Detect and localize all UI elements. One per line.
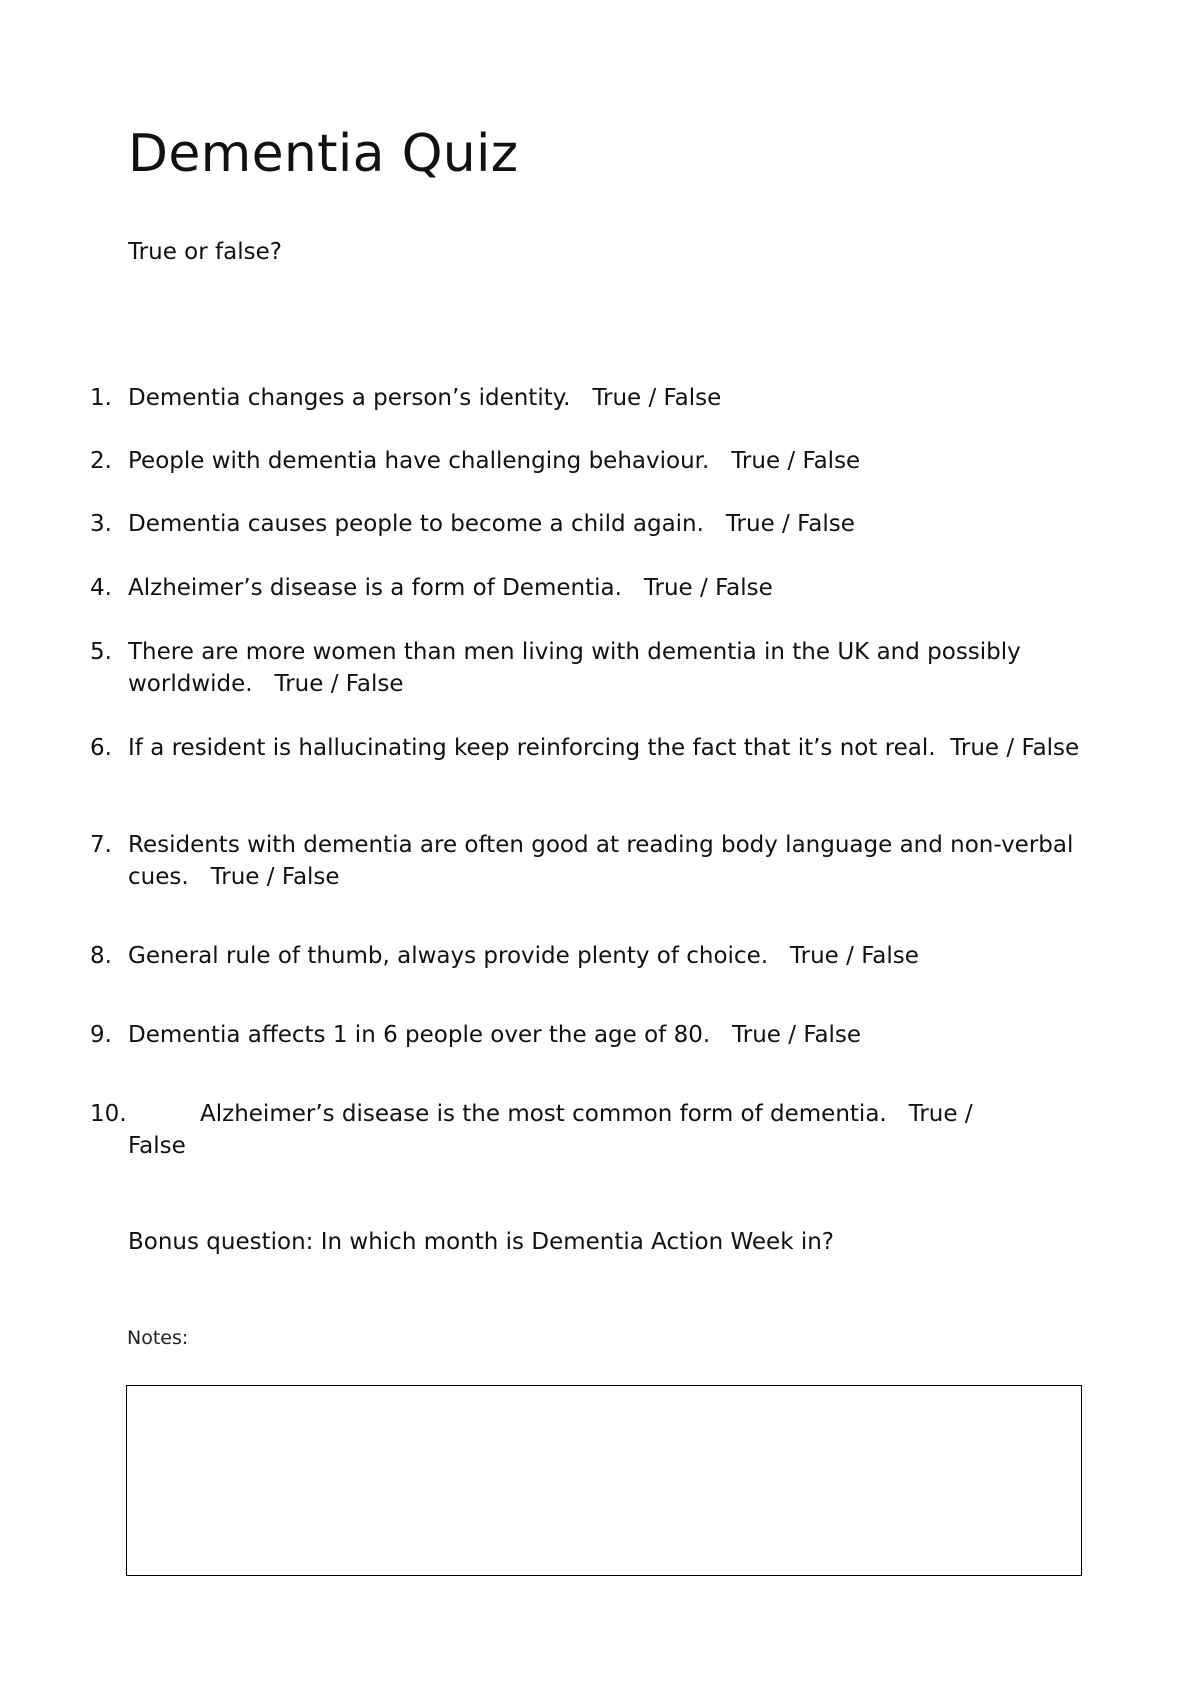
question-text: General rule of thumb, always provide plenty of choice.	[128, 943, 769, 969]
question-number: 9.	[90, 1022, 112, 1048]
answer-choice[interactable]: True / False	[731, 448, 861, 474]
question-1	[90, 382, 1080, 414]
question-4	[90, 572, 1080, 604]
page-title: Dementia Quiz	[128, 124, 519, 184]
question-text: Alzheimer’s disease is a form of Dementia.	[128, 575, 622, 601]
answer-choice[interactable]: True / False	[789, 943, 919, 969]
answer-choice[interactable]: True /	[908, 1101, 973, 1127]
answer-choice[interactable]: True / False	[950, 735, 1080, 761]
question-number: 10.	[90, 1101, 127, 1127]
question-text: Dementia affects 1 in 6 people over the age of 80.	[128, 1022, 711, 1048]
question-9	[90, 1019, 1080, 1051]
question-3	[90, 508, 1080, 540]
answer-choice[interactable]: True / False	[732, 1022, 862, 1048]
question-5	[90, 636, 1080, 700]
question-number: 6.	[90, 735, 112, 761]
question-text: There are more women than men living with dementia in the UK and possibly worldwide.	[128, 639, 1021, 697]
notes-box[interactable]	[126, 1385, 1082, 1576]
answer-choice[interactable]: True / False	[643, 575, 773, 601]
question-number: 3.	[90, 511, 112, 537]
question-6	[90, 732, 1080, 764]
question-10	[90, 1098, 1080, 1162]
question-text: If a resident is hallucinating keep reinforcing the fact that it’s not real.	[128, 735, 936, 761]
question-8	[90, 940, 1080, 972]
question-number: 7.	[90, 832, 112, 858]
answer-choice[interactable]: True / False	[725, 511, 855, 537]
answer-choice[interactable]: True / False	[592, 385, 722, 411]
question-text: Dementia causes people to become a child again.	[128, 511, 704, 537]
answer-choice[interactable]: True / False	[210, 864, 340, 890]
notes-label: Notes:	[127, 1327, 189, 1349]
answer-choice[interactable]: True / False	[274, 671, 404, 697]
question-text: Alzheimer’s disease is the most common form of dementia.	[200, 1101, 887, 1127]
question-text: Residents with dementia are often good at reading body language and non-verbal cues.	[128, 832, 1074, 890]
question-number: 1.	[90, 385, 112, 411]
question-2	[90, 445, 1080, 477]
subtitle: True or false?	[128, 239, 282, 265]
bonus-question: Bonus question: In which month is Dementia Action Week in?	[128, 1229, 835, 1255]
question-text: Dementia changes a person’s identity.	[128, 385, 571, 411]
question-number: 8.	[90, 943, 112, 969]
question-number: 5.	[90, 639, 112, 665]
question-7	[90, 829, 1080, 893]
question-number: 2.	[90, 448, 112, 474]
question-number: 4.	[90, 575, 112, 601]
question-text: People with dementia have challenging behaviour.	[128, 448, 710, 474]
answer-choice-continued[interactable]: False	[128, 1133, 186, 1159]
